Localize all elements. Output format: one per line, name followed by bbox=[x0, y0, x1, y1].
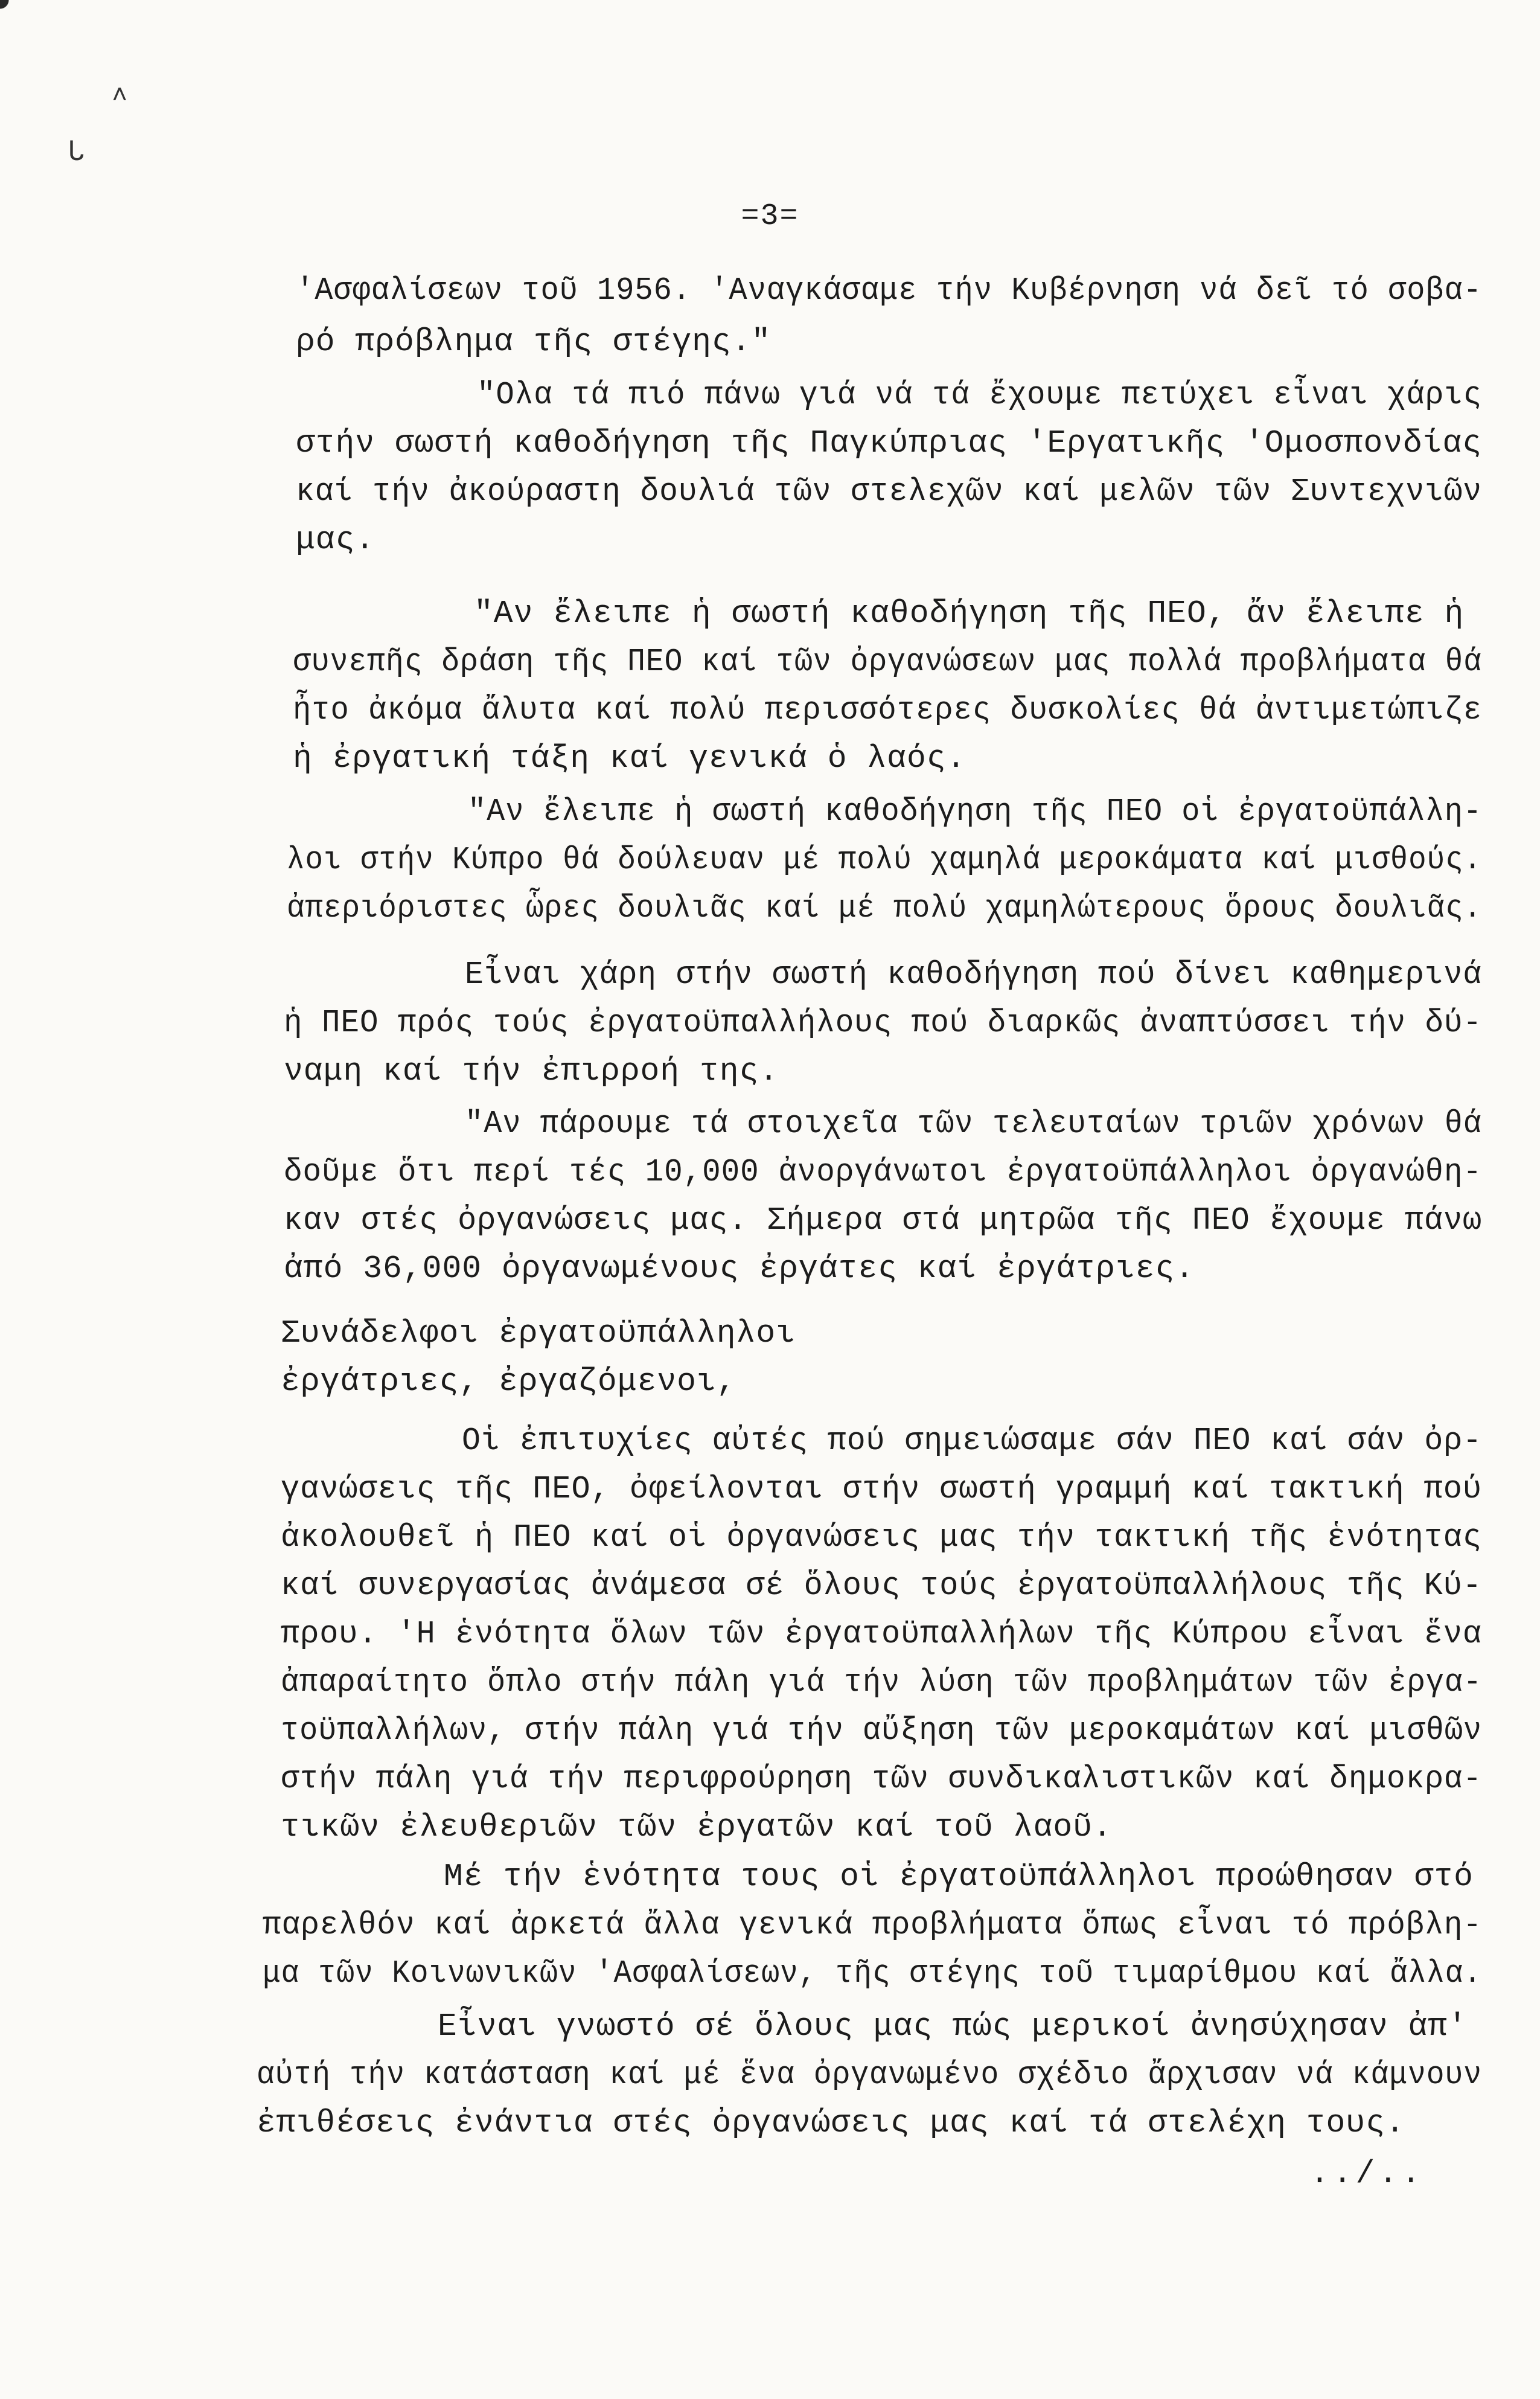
text-line: ἀπό 36,000 ὀργανωμένους ἐργάτες καί ἐργάτριες. bbox=[284, 1251, 1195, 1287]
text-line: ἀκολουθεῖ ἡ ΠΕΟ καί οἱ ὀργανώσεις μας τήν τακτική τῆς ἑνότητας bbox=[281, 1519, 1482, 1555]
text-line: ἀπεριόριστες ὧρες δουλιᾶς καί μέ πολύ χαμηλώτερους ὅρους δουλιᾶς. bbox=[287, 890, 1482, 926]
text-line: γανώσεις τῆς ΠΕΟ, ὀφείλονται στήν σωστή γραμμή καί τακτική πού bbox=[281, 1471, 1482, 1507]
text-line: παρελθόν καί ἀρκετά ἄλλα γενικά προβλήματα ὅπως εἶναι τό πρόβλη- bbox=[263, 1907, 1482, 1943]
text-line: πρου. 'Η ἑνότητα ὅλων τῶν ἐργατοϋπαλλήλων τῆς Κύπρου εἶναι ἕνα bbox=[281, 1616, 1482, 1652]
text-line: Μέ τήν ἑνότητα τους οἱ ἐργατοϋπάλληλοι προώθησαν στό bbox=[444, 1859, 1474, 1895]
text-line: ἐπιθέσεις ἐνάντια στές ὀργανώσεις μας καί τά στελέχη τους. bbox=[257, 2105, 1405, 2141]
text-line: "Ολα τά πιό πάνω γιά νά τά ἔχουμε πετύχει εἶναι χάρις bbox=[477, 377, 1482, 413]
margin-mark: ᒐ bbox=[68, 138, 85, 168]
page-corner-mark bbox=[0, 0, 24, 24]
text-line: ναμη καί τήν ἐπιρροή της. bbox=[284, 1053, 779, 1089]
text-line: Οἱ ἐπιτυχίες αὐτές πού σημειώσαμε σάν ΠΕΟ καί σάν ὀρ- bbox=[462, 1423, 1482, 1459]
text-line: ἐργάτριες, ἐργαζόμενοι, bbox=[281, 1363, 736, 1400]
text-line: ρό πρόβλημα τῆς στέγης." bbox=[296, 324, 772, 360]
text-line: μα τῶν Κοινωνικῶν 'Ασφαλίσεων, τῆς στέγης τοῦ τιμαρίθμου καί ἄλλα. bbox=[263, 1955, 1482, 1991]
text-line: καν στές ὀργανώσεις μας. Σήμερα στά μητρῶα τῆς ΠΕΟ ἔχουμε πάνω bbox=[284, 1202, 1482, 1238]
text-line: Εἶναι γνωστό σέ ὅλους μας πώς μερικοί ἀνησύχησαν ἀπ' bbox=[438, 2008, 1468, 2045]
text-line: τικῶν ἐλευθεριῶν τῶν ἐργατῶν καί τοῦ λαοῦ. bbox=[281, 1809, 1113, 1845]
page-number: =3= bbox=[741, 199, 799, 234]
margin-mark: ˄ bbox=[112, 82, 128, 112]
text-line: συνεπῆς δράση τῆς ΠΕΟ καί τῶν ὀργανώσεων μας πολλά προβλήματα θά bbox=[293, 644, 1482, 680]
text-line: ἡ ἐργατική τάξη καί γενικά ὁ λαός. bbox=[293, 740, 966, 777]
text-line: ἦτο ἀκόμα ἄλυτα καί πολύ περισσότερες δυσκολίες θά ἀντιμετώπιζε bbox=[293, 692, 1482, 728]
text-line: Εἶναι χάρη στήν σωστή καθοδήγηση πού δίνει καθημερινά bbox=[465, 956, 1482, 993]
text-line: ἡ ΠΕΟ πρός τούς ἐργατοϋπαλλήλους πού διαρκῶς ἀναπτύσσει τήν δύ- bbox=[284, 1005, 1482, 1041]
text-line: Συνάδελφοι ἐργατοϋπάλληλοι bbox=[281, 1315, 796, 1351]
text-line: "Αν ἔλειπε ἡ σωστή καθοδήγηση τῆς ΠΕΟ οἱ ἐργατοϋπάλλη- bbox=[468, 793, 1482, 830]
continuation-mark: ../.. bbox=[1310, 2156, 1425, 2192]
text-line: καί τήν ἀκούραστη δουλιά τῶν στελεχῶν καί μελῶν τῶν Συντεχνιῶν bbox=[296, 473, 1482, 510]
text-line: στήν πάλη γιά τήν περιφρούρηση τῶν συνδικαλιστικῶν καί δημοκρα- bbox=[281, 1761, 1482, 1797]
text-line: "Αν πάρουμε τά στοιχεῖα τῶν τελευταίων τριῶν χρόνων θά bbox=[465, 1106, 1482, 1142]
text-line: ἀπαραίτητο ὅπλο στήν πάλη γιά τήν λύση τῶν προβλημάτων τῶν ἐργα- bbox=[281, 1664, 1482, 1700]
text-line: δοῦμε ὅτι περί τές 10,000 ἀνοργάνωτοι ἐργατοϋπάλληλοι ὀργανώθη- bbox=[284, 1154, 1482, 1190]
text-line: στήν σωστή καθοδήγηση τῆς Παγκύπριας 'Εργατικῆς 'Ομοσπονδίας bbox=[296, 425, 1482, 461]
text-line: αὐτή τήν κατάσταση καί μέ ἕνα ὀργανωμένο σχέδιο ἄρχισαν νά κάμνουν bbox=[257, 2057, 1482, 2093]
text-line: καί συνεργασίας ἀνάμεσα σέ ὅλους τούς ἐργατοϋπαλλήλους τῆς Κύ- bbox=[281, 1568, 1482, 1604]
text-line: τοϋπαλλήλων, στήν πάλη γιά τήν αὔξηση τῶν μεροκαμάτων καί μισθῶν bbox=[281, 1712, 1482, 1749]
text-line: λοι στήν Κύπρο θά δούλευαν μέ πολύ χαμηλά μεροκάματα καί μισθούς. bbox=[287, 842, 1482, 878]
text-line: μας. bbox=[296, 522, 375, 558]
text-line: "Αν ἔλειπε ἡ σωστή καθοδήγηση τῆς ΠΕΟ, ἄν ἔλειπε ἡ bbox=[474, 595, 1465, 632]
text-line: 'Ασφαλίσεων τοῦ 1956. 'Αναγκάσαμε τήν Κυβέρνηση νά δεῖ τό σοβα- bbox=[296, 272, 1482, 309]
